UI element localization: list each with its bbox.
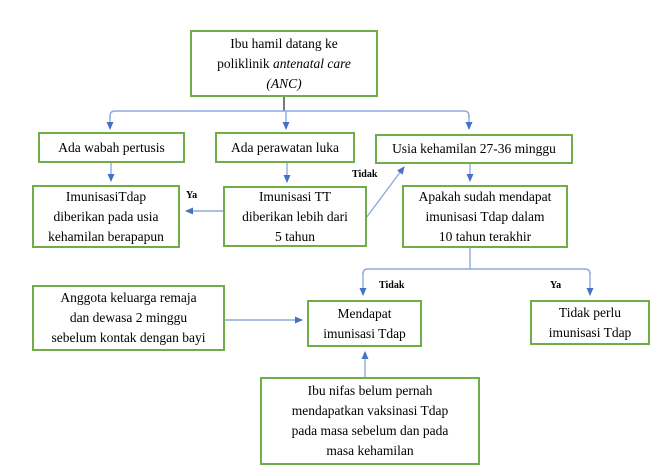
node-usia-kehamilan — [375, 134, 573, 164]
node-ada-perawatan-luka — [215, 132, 355, 163]
text-line: Ada perawatan luka — [231, 139, 339, 155]
text-line: Ibu nifas belum pernah — [307, 383, 433, 398]
node-tidak-perlu-imunisasi-tdap — [530, 300, 650, 345]
text-line: imunisasi Tdap dalam — [425, 208, 545, 224]
node-apakah-sudah-tdap — [402, 185, 568, 248]
text-line: Usia kehamilan 27-36 minggu — [392, 141, 556, 156]
text-line: 5 tahun — [274, 228, 316, 244]
text-line: ImunisasiTdap — [65, 188, 147, 204]
node-ibu-hamil-anc — [190, 30, 378, 97]
text-line: imunisasi Tdap — [323, 325, 406, 341]
text-line: 10 tahun terakhir — [438, 228, 532, 244]
text-line: imunisasi Tdap — [548, 324, 632, 340]
text-line: Tidak perlu — [558, 304, 622, 320]
text-line: masa kehamilan — [326, 443, 414, 458]
text-line: Ibu hamil datang ke — [230, 35, 338, 51]
node-ibu-nifas — [260, 377, 480, 465]
edge-label-tidak-branch: Tidak — [379, 280, 405, 291]
text-line: Imunisasi TT — [258, 188, 332, 204]
text-line: diberikan lebih dari — [242, 208, 348, 224]
text-line: Apakah sudah mendapat — [418, 188, 552, 204]
edge-label-ya-branch: Ya — [550, 280, 562, 291]
edge-label-tidak-diagonal: Tidak — [352, 169, 378, 180]
text-line: sebelum kontak dengan bayi — [51, 330, 206, 345]
edge-anc-branch — [110, 97, 469, 129]
text-line: (ANC) — [266, 75, 302, 91]
node-imunisasi-tt — [223, 186, 367, 247]
text-line: kehamilan berapapun — [48, 228, 164, 244]
text-line: Ada wabah pertusis — [58, 139, 165, 155]
node-mendapat-imunisasi-tdap — [307, 300, 422, 347]
text-line: mendapatkan vaksinasi Tdap — [291, 403, 449, 418]
node-ada-wabah-pertusis — [38, 132, 185, 163]
edge-label-ya-tt: Ya — [186, 190, 198, 201]
text-segment: poliklinik — [217, 55, 270, 71]
text-line: diberikan pada usia — [53, 208, 159, 224]
text-line: Mendapat — [337, 305, 392, 321]
text-line — [217, 54, 351, 74]
text-line: Anggota keluarga remaja — [60, 290, 197, 305]
text-line: pada masa sebelum dan pada — [291, 423, 449, 438]
text-line: dan dewasa 2 minggu — [69, 310, 188, 325]
node-anggota-keluarga — [32, 285, 225, 351]
node-imunisasi-tdap-usia-berapapun — [32, 185, 180, 248]
text-segment-italic: antenatal care — [273, 55, 351, 71]
